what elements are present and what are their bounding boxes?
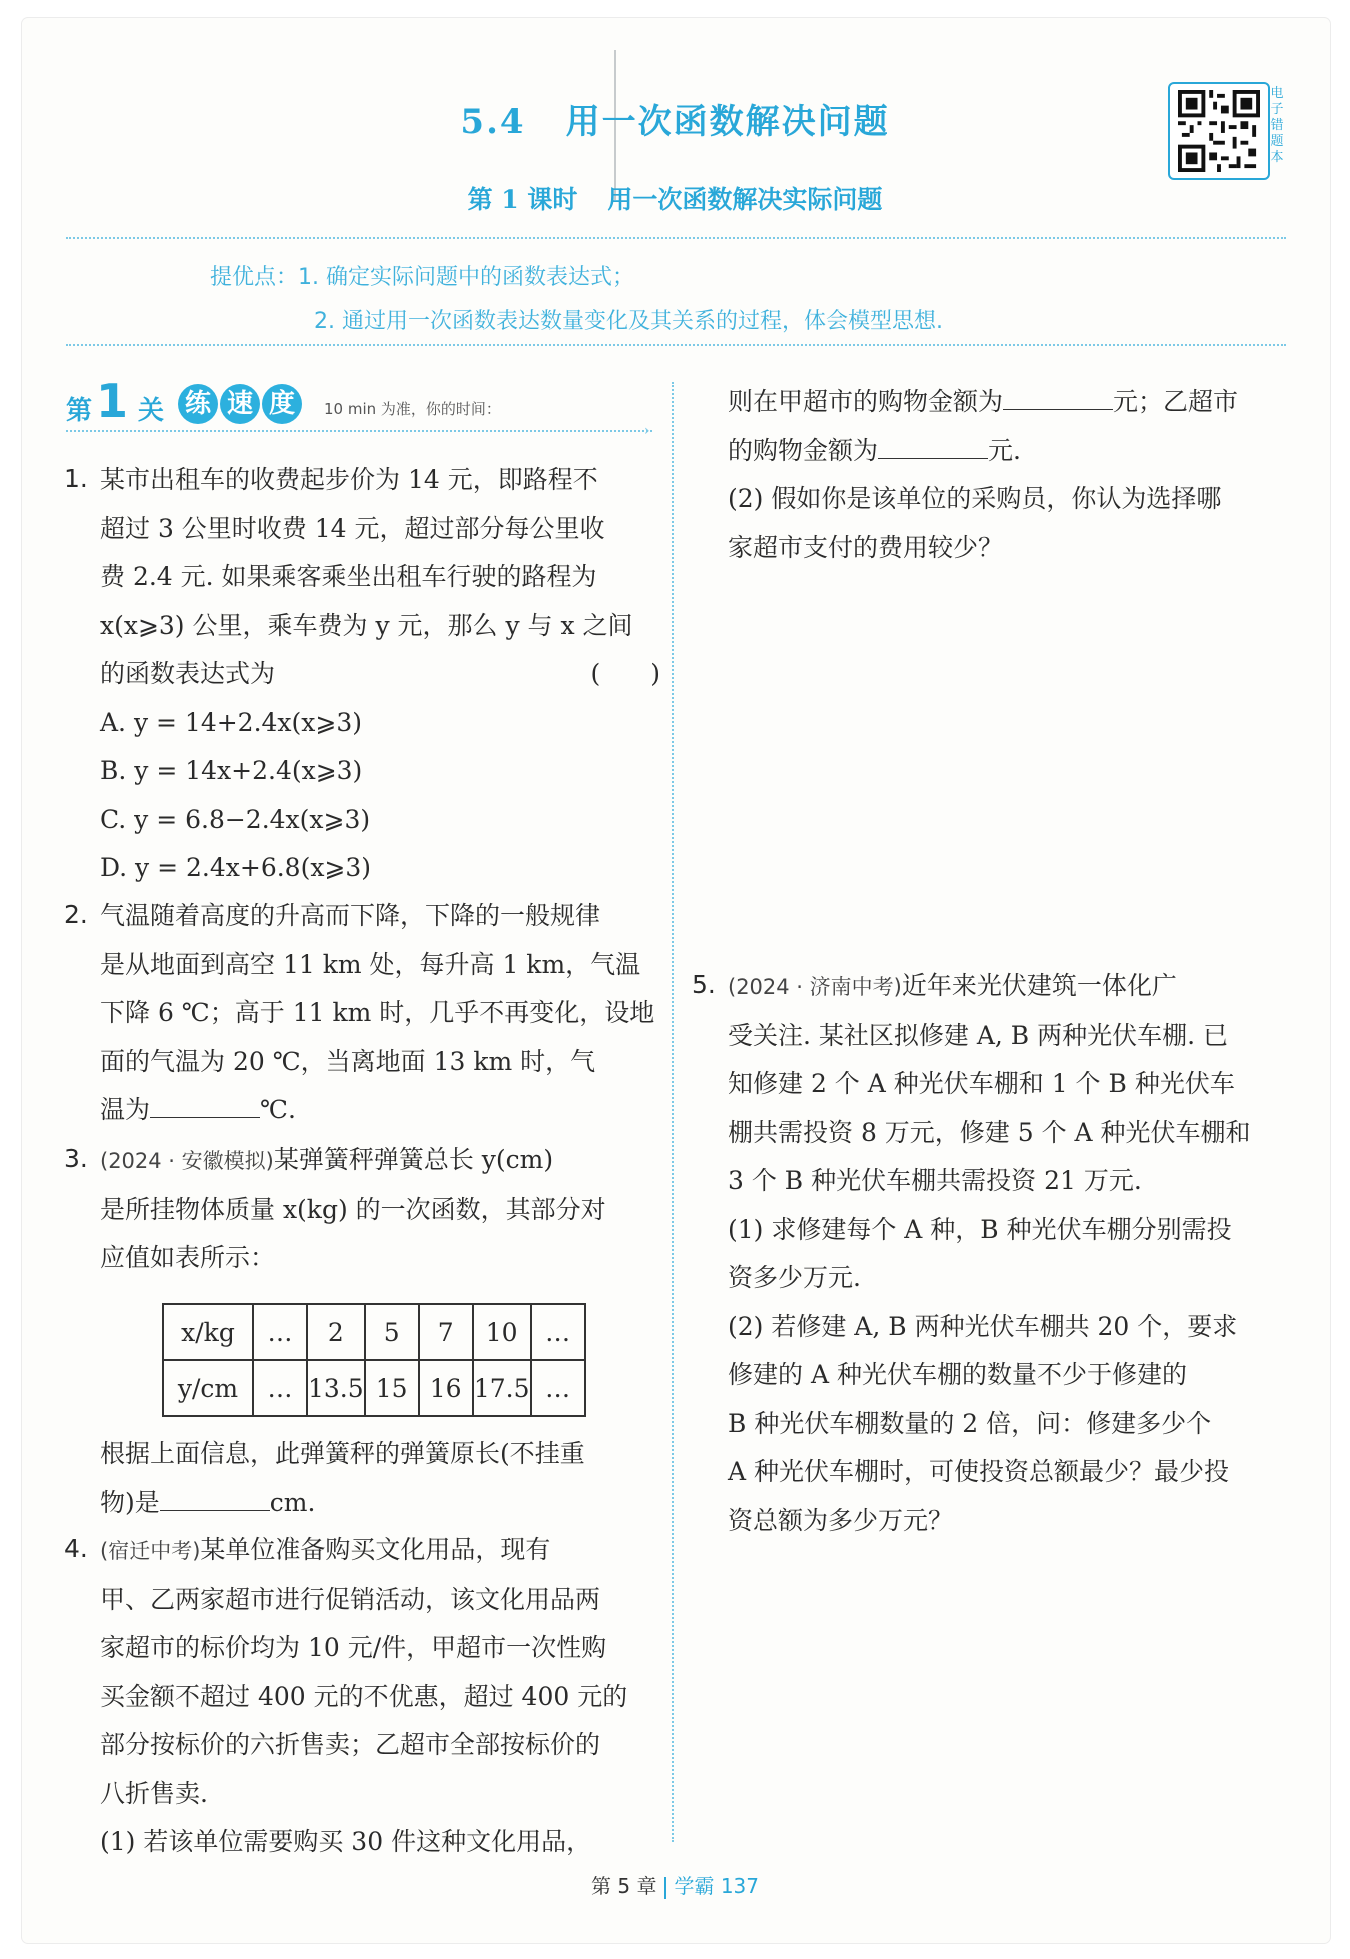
lesson-name: 用一次函数解决实际问题 [607,185,883,214]
section-title: 用一次函数解决问题 [565,102,890,142]
q2-line: 是从地面到高空 11 km 处，每升高 1 km，气温 [100,949,641,979]
tip-line-1: 1. 确定实际问题中的函数表达式； [298,265,635,290]
q3-after [100,1430,660,1527]
section-rule [66,430,652,432]
tip-line-2: 2. 通过用一次函数表达数量变化及其关系的过程，体会模型思想. [314,309,943,334]
section-number: 5.4 [460,102,526,142]
q1-option-c[interactable]: C. y = 6.8−2.4x(x⩾3) [100,804,371,834]
footer-brand: 学霸 [674,1874,715,1898]
table-row [163,1304,585,1360]
q3-answer-blank[interactable] [160,1488,270,1511]
header-divider-bottom [66,344,1286,346]
q3-value-table [162,1303,586,1417]
column-divider [672,382,674,1842]
footer-separator [664,1877,666,1899]
table-cell: 7 [419,1304,473,1360]
q4-line: 则在甲超市的购物金额为 元；乙超市 [728,387,1239,416]
q5-stem [728,962,1298,1545]
table-cell: … [253,1360,307,1416]
q4-number: 4. [64,1534,88,1563]
q5-line: B 种光伏车棚数量的 2 倍，问：修建多少个 [728,1408,1212,1438]
q5-line: A 种光伏车棚时，可使投资总额最少？最少投 [728,1457,1230,1486]
table-cell: 15 [365,1360,419,1416]
q4-line: 买金额不超过 400 元的不优惠，超过 400 元的 [100,1681,628,1711]
q2-stem [100,892,660,1135]
q1-line: 的函数表达式为 ( ) [100,650,660,699]
q1-line: 费 2.4 元. 如果乘客乘坐出租车行驶的路程为 [100,562,597,591]
q1-option-b[interactable]: B. y = 14x+2.4(x⩾3) [100,756,363,785]
q4-line: 八折售卖. [100,1778,208,1808]
q3-line: 根据上面信息，此弹簧秤的弹簧原长(不挂重 [100,1439,585,1468]
q5-line: 资总额为多少万元？ [728,1505,954,1535]
table-cell: 5 [365,1304,419,1360]
lesson-title [0,180,1350,216]
section-level-number: 1 [96,374,129,428]
q2-line: 气温随着高度的升高而下降，下降的一般规律 [100,901,601,930]
table-cell: 17.5 [473,1360,531,1416]
header-divider-top [66,237,1286,239]
section-guan: 关 [138,396,165,426]
q4-part-1: (1) 若该单位需要购买 30 件这种文化用品， [100,1827,592,1856]
q5-line: 3 个 B 种光伏车棚共需投资 21 万元. [728,1166,1142,1195]
qr-label: 电子错题本 [1270,86,1284,165]
q5-source: (2024 · 济南中考) [728,975,902,999]
section-header [66,374,652,439]
table-header-cell: x/kg [163,1304,253,1360]
q3-line: (2024 · 安徽模拟)某弹簧秤弹簧总长 y(cm) [100,1145,554,1174]
q5-number: 5. [692,970,716,999]
q2-number: 2. [64,900,88,929]
bubble-du: 度 [262,384,302,424]
q3-stem [100,1136,670,1283]
q3-number: 3. [64,1144,88,1173]
q5-line: 知修建 2 个 A 种光伏车棚和 1 个 B 种光伏车 [728,1069,1235,1098]
page-number: 137 [720,1874,759,1898]
table-cell: 16 [419,1360,473,1416]
q5-line: 受关注. 某社区拟修建 A, B 两种光伏车棚. 已 [728,1020,1229,1050]
tip-block [210,256,943,344]
bubble-su: 速 [220,384,260,424]
footer-chapter: 第 5 章 [591,1874,657,1898]
q5-line: 修建的 A 种光伏车棚的数量不少于修建的 [728,1360,1187,1389]
bubble-lian: 练 [178,384,218,424]
q4-line: 甲、乙两家超市进行促销活动，该文化用品两 [100,1584,601,1614]
q2-line: 温为 ℃. [100,1095,296,1124]
time-note: 10 min 为准，你的时间： [324,400,501,418]
q3-source: (2024 · 安徽模拟) [100,1149,274,1173]
section-di: 第 [66,396,93,426]
q2-answer-blank[interactable] [150,1095,260,1118]
q5-part-1: (1) 求修建每个 A 种，B 种光伏车棚分别需投 [728,1214,1232,1244]
q1-option-d[interactable]: D. y = 2.4x+6.8(x⩾3) [100,853,372,882]
page-footer [0,1870,1350,1899]
q4-part-2: (2) 假如你是该单位的采购员，你认为选择哪 [728,484,1222,513]
q4-line: (宿迁中考)某单位准备购买文化用品，现有 [100,1535,551,1564]
q5-part-2: (2) 若修建 A, B 两种光伏车棚共 20 个，要求 [728,1311,1238,1341]
q4-line: 家超市的标价均为 10 元/件，甲超市一次性购 [100,1633,607,1662]
q3-line: 是所挂物体质量 x(kg) 的一次函数，其部分对 [100,1194,606,1224]
q2-line: 下降 6 ℃；高于 11 km 时，几乎不再变化，设地 [100,998,655,1027]
q4-continued [728,378,1288,572]
q2-line: 面的气温为 20 ℃，当离地面 13 km 时，气 [100,1046,596,1076]
q1-line: 超过 3 公里时收费 14 元，超过部分每公里收 [100,513,605,543]
q5-line: 棚共需投资 8 万元，修建 5 个 A 种光伏车棚和 [728,1117,1251,1147]
table-header-cell: y/cm [163,1360,253,1416]
arrow-right-icon: › [644,423,650,439]
q3-line: 应值如表所示： [100,1243,276,1272]
q5-line: (2024 · 济南中考)近年来光伏建筑一体化广 [728,971,1177,1000]
page-title [0,94,1350,143]
q4-answer-space[interactable] [728,580,1288,940]
table-row [163,1360,585,1416]
tip-label: 提优点： [210,265,299,290]
q1-line: 某市出租车的收费起步价为 14 元，即路程不 [100,465,598,494]
table-cell: … [253,1304,307,1360]
q1-number: 1. [64,464,88,493]
table-cell: 10 [473,1304,531,1360]
q4-blank-jia[interactable] [1003,387,1113,410]
q4-line: 的购物金额为 元. [728,435,1021,465]
lesson-number: 第 1 课时 [467,185,578,214]
q4-blank-yi[interactable] [878,436,988,459]
q4-source: (宿迁中考) [100,1539,201,1563]
q1-line: x(x⩾3) 公里，乘车费为 y 元，那么 y 与 x 之间 [100,610,633,640]
q4-line: 部分按标价的六折售卖；乙超市全部按标价的 [100,1730,601,1759]
q3-line: 物)是 cm. [100,1487,316,1517]
q1-stem [100,456,660,893]
q1-answer-bracket[interactable]: ( ) [590,659,660,688]
table-cell: … [531,1304,585,1360]
qr-code-icon[interactable] [1168,82,1270,180]
table-cell: 2 [307,1304,365,1360]
q4-stem [100,1526,670,1867]
q5-line: 资多少万元. [728,1263,861,1292]
table-cell: 13.5 [307,1360,365,1416]
q1-option-a[interactable]: A. y = 14+2.4x(x⩾3) [100,707,362,737]
q4-line: 家超市支付的费用较少？ [728,532,1004,562]
table-cell: … [531,1360,585,1416]
